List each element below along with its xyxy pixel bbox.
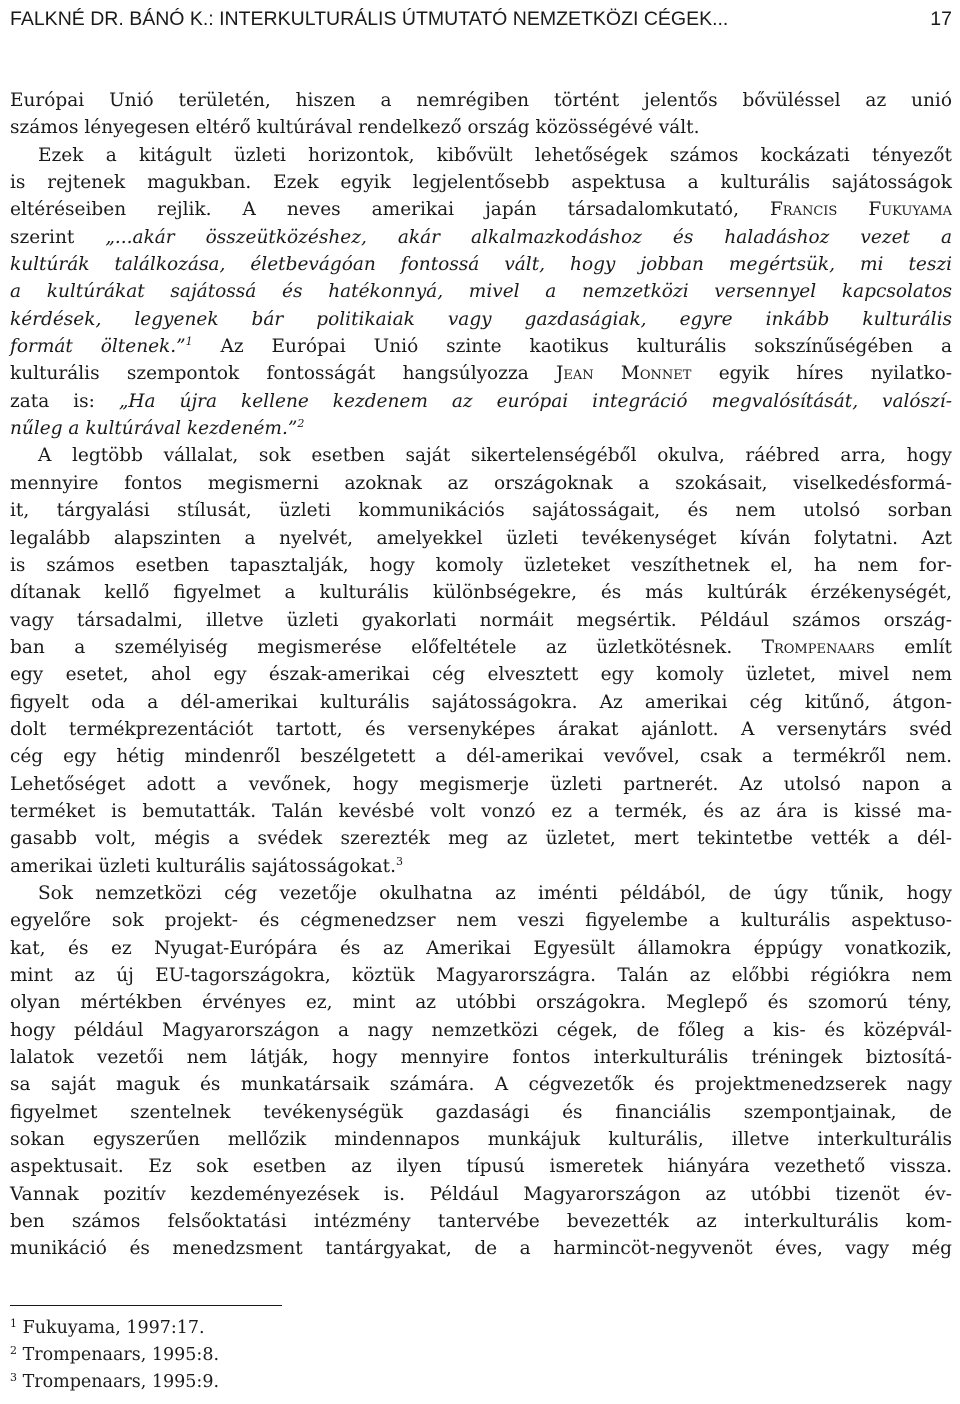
footnote-mark: 2 [10, 1344, 17, 1357]
text-line: vagy társadalmi, illetve üzleti gyakorlati normáit megsértik. Például számos ország- [10, 609, 952, 631]
footnotes [10, 1315, 610, 1396]
footnote-mark: 3 [10, 1371, 17, 1384]
text-line: Ezek a kitágult üzleti horizontok, kibővült lehetőségek számos kockázati tényezőt [38, 144, 952, 166]
text-span: ban a személyiség megismerése előfeltétele az üzletkötésnek. T [10, 636, 774, 658]
author-name: rompenaars [773, 636, 875, 658]
text-span: zata is: [10, 390, 119, 412]
text-line: munikáció és menedzsment tantárgyakat, de a harmincöt-negyvenöt éves, vagy még [10, 1238, 952, 1260]
text-span: Az Európai Unió szinte kaotikus kulturális sokszínűségében a [192, 336, 952, 358]
text-line: sa saját maguk és munkatársaik számára. A cégvezetők és projektmenedzserek nagy [10, 1074, 952, 1096]
footnote-separator [10, 1305, 282, 1306]
author-name: ean [563, 363, 594, 385]
text-line: mennyire fontos megismerni azoknak az országoknak a szokásait, viselkedésformá- [10, 472, 952, 494]
text-line: Vannak pozitív kezdeményezések is. Például Magyarországon az utóbbi tizenöt év- [10, 1183, 952, 1205]
text-line [10, 196, 952, 223]
text-line: Európai Unió területén, hiszen a nemrégiben történt jelentős bővüléssel az unió [10, 90, 952, 111]
running-title: FALKNÉ DR. BÁNÓ K.: INTERKULTURÁLIS ÚTMUTATÓ NEMZETKÖZI CÉGEK... [10, 7, 729, 30]
text-line: sokan egyszerűen mellőzik mindennapos munkájuk kulturális, illetve interkulturális [10, 1129, 952, 1151]
text-line: ben számos felsőoktatási intézmény tantervébe bevezették az interkulturális kom- [10, 1211, 952, 1233]
text-span: kulturális szempontok fontosságát hangsúlyozza J [10, 363, 564, 385]
footnote-mark: 1 [10, 1317, 17, 1330]
text-line: terméket is bemutatták. Talán kevésbé volt vonzó ez a termék, és az ára is kissé ma- [10, 800, 952, 822]
author-name: rancis [782, 199, 838, 221]
quote-span: „...akár összeütközéshez, akár alkalmazkodáshoz és haladáshoz vezet a [105, 226, 952, 248]
footnote-text: Fukuyama, 1997:17. [17, 1318, 205, 1338]
text-line: dolt termékprezentációt tartott, és versenyképes árakat ajánlott. A versenytárs svéd [10, 718, 952, 740]
text-line: dítanak kellő figyelmet a kulturális különbségekre, és más kultúrák érzékenységét, [10, 582, 952, 604]
author-name: ukuyama [881, 199, 952, 221]
text-span: említ [874, 636, 952, 658]
body-text [10, 87, 952, 1263]
text-line: aspektusait. Ez sok esetben az ilyen típusú ismeretek hiányára vezethető vissza. [10, 1156, 952, 1178]
quote-line: kultúrák találkozása, életbevágóan fontossá vált, hogy jobban megértsük, mi teszi [10, 254, 952, 276]
text-line: egyelőre sok projekt- és cégmenedzser nem veszi figyelembe a kulturális aspektuso- [10, 910, 952, 932]
text-line [10, 224, 952, 251]
quote-span: formát öltenek.” [10, 336, 186, 358]
text-span: F [837, 199, 882, 221]
text-span: amerikai üzleti kulturális sajátosságokat. [10, 855, 396, 877]
text-line [10, 415, 952, 442]
text-line [10, 634, 952, 661]
footnote [10, 1369, 610, 1396]
footnote-ref[interactable]: 3 [395, 854, 403, 868]
text-line: figyelt oda a dél-amerikai kulturális sajátosságokra. Az amerikai cég kitűnő, átgon- [10, 691, 952, 713]
text-span: egyik híres nyilatko- [691, 363, 953, 385]
footnote-text: Trompenaars, 1995:9. [17, 1372, 220, 1392]
text-line: kat, és ez Nyugat-Európára és az Amerikai Egyesült államokra éppúgy vonatkozik, [10, 937, 952, 959]
text-line: is számos esetben tapasztalják, hogy komoly üzleteket veszíthetnek el, ha nem for- [10, 554, 952, 576]
text-span: szerint [10, 226, 106, 248]
text-line: A legtöbb vállalat, sok esetben saját sikertelenségéből okulva, ráébred arra, hogy [38, 445, 952, 467]
text-line: gasabb volt, mégis a svédek szerezték meg az üzletet, mert tekintetbe vették a dél- [10, 828, 952, 850]
text-span: M [593, 363, 640, 385]
text-line: is rejtenek magukban. Ezek egyik legjelentősebb aspektusa a kulturális sajátosságok [10, 172, 952, 194]
text-line: legalább alapszinten a nyelvét, amelyekkel üzleti tevékenységet kíván folytatni. Azt [10, 527, 952, 549]
text-line: számos lényegesen eltérő kultúrával rendelkező ország közösségévé vált. [10, 117, 700, 139]
footnote [10, 1342, 610, 1369]
text-line [10, 388, 952, 415]
text-span: eltéréseiben rejlik. A neves amerikai japán társadalomkutató, F [10, 199, 783, 221]
text-line [10, 360, 952, 387]
text-line [10, 333, 952, 360]
running-header [10, 4, 952, 34]
text-line: egy esetet, ahol egy észak-amerikai cég elvesztett egy komoly üzletet, mivel nem [10, 664, 952, 686]
text-line: it, tárgyalási stílusát, üzleti kommunikációs sajátosságait, és nem utolsó sorban [10, 500, 952, 522]
footnote-ref[interactable]: 1 [185, 335, 193, 349]
text-line: Lehetőséget adott a vevőnek, hogy megismerje üzleti partnerét. Az utolsó napon a [10, 773, 952, 795]
text-line: mint az új EU-tagországokra, köztük Magyarországra. Talán az előbbi régiókra nem [10, 965, 952, 986]
quote-line: a kultúrákat sajátossá és hatékonnyá, mivel a nemzetközi versennyel kapcsolatos [10, 281, 952, 303]
text-line: cég egy hétig mindenről beszélgetett a dél-amerikai vevővel, csak a termékről nem. [10, 746, 952, 768]
footnote-text: Trompenaars, 1995:8. [17, 1345, 220, 1365]
text-line: hogy például Magyarországon a nagy nemzetközi cégek, de főleg a kis- és középvál- [10, 1019, 952, 1041]
text-line: olyan mértékben érvényes ez, mint az utóbbi országokra. Meglepő és szomorú tény, [10, 992, 952, 1014]
text-line: figyelmet szentelnek tevékenységük gazdasági és financiális szempontjainak, de [10, 1101, 952, 1123]
text-line [10, 853, 952, 880]
author-name: onnet [639, 363, 692, 385]
page-number: 17 [930, 7, 952, 30]
quote-line: kérdések, legyenek bár politikaiak vagy gazdaságiak, egyre inkább kulturális [10, 308, 952, 330]
text-line: Sok nemzetközi cég vezetője okulhatna az iménti példából, de úgy tűnik, hogy [38, 882, 952, 904]
quote-span: „Ha újra kellene kezdenem az európai integráció megvalósítását, valószí- [118, 390, 952, 412]
footnote-ref[interactable]: 2 [297, 417, 305, 431]
quote-span: nűleg a kultúrával kezdeném.” [10, 418, 298, 440]
footnote [10, 1315, 610, 1342]
text-line: lalatok vezetői nem látják, hogy mennyire fontos interkulturális tréningek biztosítá- [10, 1047, 952, 1069]
